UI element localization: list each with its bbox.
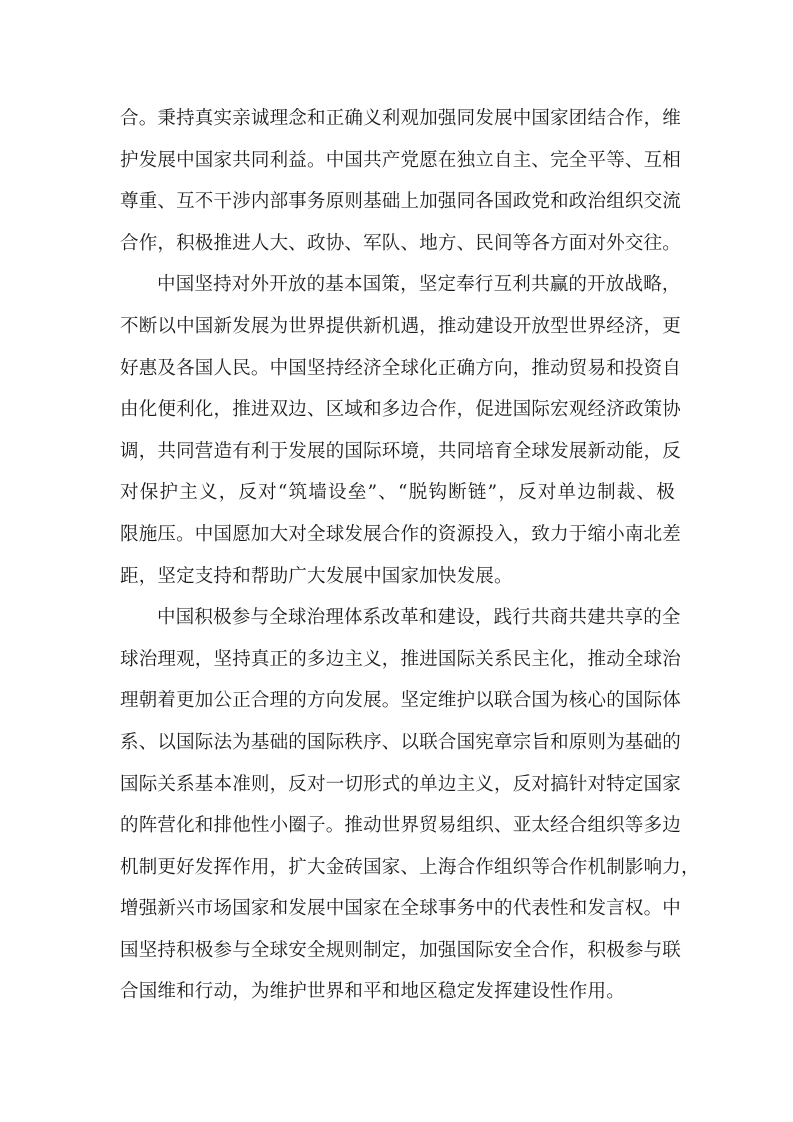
text-line: 球治理观，坚持真正的多边主义，推进国际关系民主化，推动全球治	[120, 648, 682, 670]
text-line: 好惠及各国人民。中国坚持经济全球化正确方向，推动贸易和投资自	[120, 357, 682, 379]
text-line: 合。秉持真实亲诚理念和正确义利观加强同发展中国家团结合作，维	[120, 108, 682, 129]
text-line: 理朝着更加公正合理的方向发展。坚定维护以联合国为核心的国际体	[120, 690, 682, 712]
text-line: 尊重、互不干涉内部事务原则基础上加强同各国政党和政治组织交流	[120, 191, 682, 213]
text-line: 国际关系基本准则，反对一切形式的单边主义，反对搞针对特定国家	[120, 773, 682, 795]
text-line: 合作，积极推进人大、政协、军队、地方、民间等各方面对外交往。	[120, 232, 682, 254]
text-line: 增强新兴市场国家和发展中国家在全球事务中的代表性和发言权。中	[120, 898, 682, 920]
text-line: 对保护主义，反对“筑墙设垒”、“脱钩断链”，反对单边制裁、极	[120, 482, 675, 504]
text-line: 距，坚定支持和帮助广大发展中国家加快发展。	[120, 565, 513, 587]
text-line: 合国维和行动，为维护世界和平和地区稳定发挥建设性作用。	[120, 981, 625, 1003]
text-line: 调，共同营造有利于发展的国际环境，共同培育全球发展新动能，反	[120, 440, 682, 462]
text-line: 机制更好发挥作用，扩大金砖国家、上海合作组织等合作机制影响力，	[120, 856, 700, 878]
text-line: 护发展中国家共同利益。中国共产党愿在独立自主、完全平等、互相	[120, 149, 682, 171]
text-line: 的阵营化和排他性小圈子。推动世界贸易组织、亚太经合组织等多边	[120, 815, 682, 837]
body-text	[120, 98, 700, 1013]
paragraph-start-line: 中国坚持对外开放的基本国策，坚定奉行互利共赢的开放战略，	[157, 274, 681, 296]
text-line: 国坚持积极参与全球安全规则制定，加强国际安全合作，积极参与联	[120, 939, 682, 961]
text-line: 限施压。中国愿加大对全球发展合作的资源投入，致力于缩小南北差	[120, 523, 682, 545]
text-line: 不断以中国新发展为世界提供新机遇，推动建设开放型世界经济，更	[120, 315, 682, 337]
text-line: 系、以国际法为基础的国际秩序、以联合国宪章宗旨和原则为基础的	[120, 731, 682, 753]
text-line: 由化便利化，推进双边、区域和多边合作，促进国际宏观经济政策协	[120, 399, 682, 421]
paragraph-start-line: 中国积极参与全球治理体系改革和建设，践行共商共建共享的全	[157, 607, 681, 629]
